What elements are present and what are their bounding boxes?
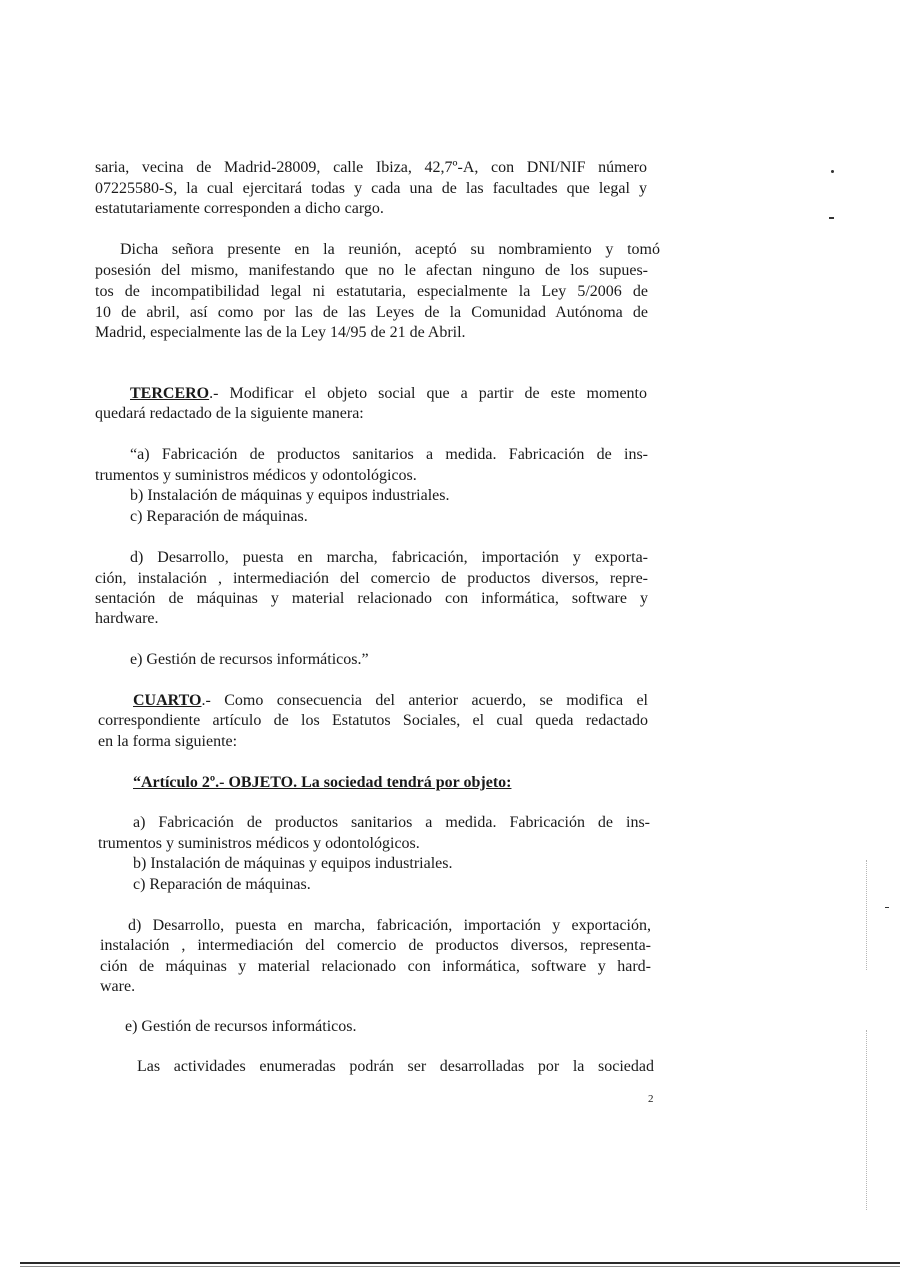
list1-item-d-cont: hardware. [95,610,159,627]
scan-speck [829,217,834,219]
scan-margin-dots [866,1030,868,1210]
paragraph-line: tos de incompatibilidad legal ni estatutaria, especialmente la Ley 5/2006 de [95,283,648,300]
paragraph-line: 10 de abril, así como por las de las Leyes de la Comunidad Autónoma de [95,304,648,321]
last-line: Las actividades enumeradas podrán ser desarrolladas por la sociedad [137,1058,654,1075]
cuarto-heading: CUARTO [133,692,202,709]
list2-item-a-cont: trumentos y suministros médicos y odontológicos. [98,835,420,852]
list2-item-d-cont: instalación , intermediación del comercio de productos diversos, representa- [100,937,651,954]
page-bottom-edge [20,1262,900,1264]
page-bottom-edge-shadow [20,1266,900,1267]
cuarto-line-2: correspondiente artículo de los Estatutos Sociales, el cual queda redactado [98,712,648,729]
list2-item-c: c) Reparación de máquinas. [133,876,311,893]
paragraph-line: Madrid, especialmente las de la Ley 14/95 de 21 de Abril. [95,324,466,341]
tercero-heading: TERCERO [130,385,210,402]
list2-item-a: a) Fabricación de productos sanitarios a medida. Fabricación de ins- [133,814,650,831]
articulo-heading: “Artículo 2º.- OBJETO. La sociedad tendrá por objeto: [133,774,512,791]
cuarto-text: .- Como consecuencia del anterior acuerdo, se modifica el [201,692,648,709]
list1-item-a: “a) Fabricación de productos sanitarios a medida. Fabricación de ins- [130,446,648,463]
tercero-line-2: quedará redactado de la siguiente manera: [95,405,364,422]
list1-item-d-cont: sentación de máquinas y material relacionado con informática, software y [95,590,648,607]
cuarto-line-3: en la forma siguiente: [98,733,238,750]
paragraph-line: Dicha señora presente en la reunión, aceptó su nombramiento y tomó [120,241,660,258]
scan-speck [831,170,834,173]
list1-item-a-cont: trumentos y suministros médicos y odontológicos. [95,467,417,484]
list2-item-d: d) Desarrollo, puesta en marcha, fabricación, importación y exportación, [128,917,651,934]
paragraph-line: 07225580-S, la cual ejercitará todas y cada una de las facultades que legal y [95,180,647,197]
list1-item-d-cont: ción, instalación , intermediación del comercio de productos diversos, repre- [95,570,648,587]
paragraph-line: posesión del mismo, manifestando que no le afectan ninguno de los supues- [95,262,648,279]
list1-item-e: e) Gestión de recursos informáticos.” [130,651,369,668]
list1-item-d: d) Desarrollo, puesta en marcha, fabricación, importación y exporta- [130,549,648,566]
page-number: 2 [648,1093,654,1105]
list1-item-b: b) Instalación de máquinas y equipos industriales. [130,487,450,504]
tercero-line [130,384,647,404]
scan-speck [885,907,889,908]
tercero-text: .- Modificar el objeto social que a partir de este momento [209,385,647,402]
list2-item-e: e) Gestión de recursos informáticos. [125,1018,357,1035]
scan-margin-dots [866,860,868,970]
list2-item-d-cont: ware. [100,978,136,995]
list1-item-c: c) Reparación de máquinas. [130,508,308,525]
paragraph-line: saria, vecina de Madrid-28009, calle Ibiza, 42,7º-A, con DNI/NIF número [95,159,647,176]
list2-item-b: b) Instalación de máquinas y equipos industriales. [133,855,453,872]
paragraph-line: estatutariamente corresponden a dicho cargo. [95,200,384,217]
cuarto-line [133,691,648,711]
list2-item-d-cont: ción de máquinas y material relacionado con informática, software y hard- [100,958,651,975]
